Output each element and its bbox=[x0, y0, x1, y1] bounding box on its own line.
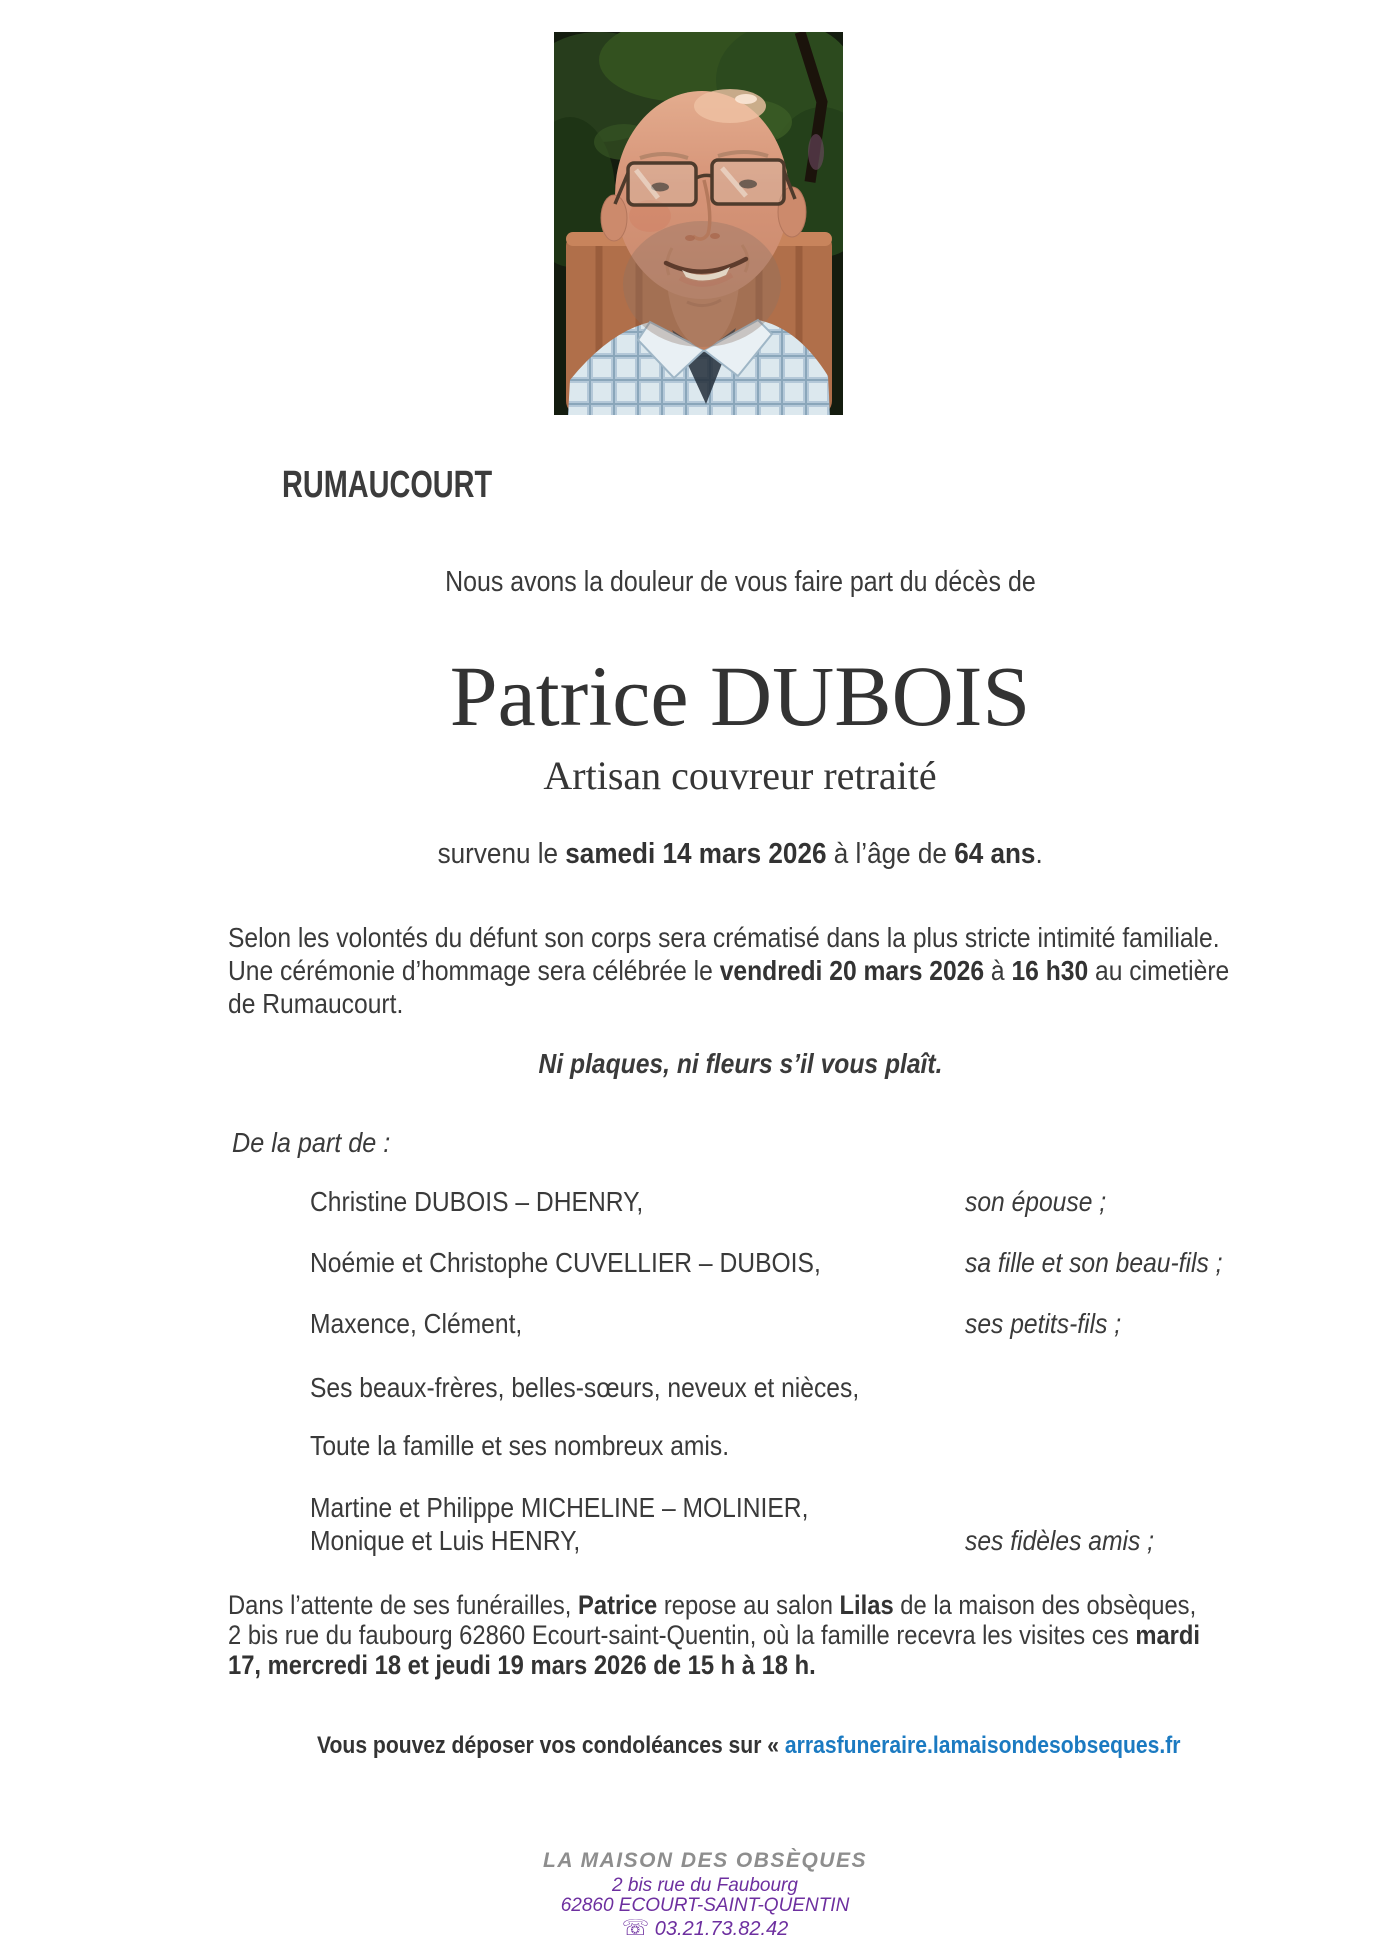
funeral-home-city: 62860 ECOURT-SAINT-QUENTIN bbox=[560, 1895, 850, 1916]
ceremony-line2-post: au cimetière bbox=[1088, 955, 1230, 986]
family-intro-label: De la part de : bbox=[232, 1127, 391, 1158]
family-member-name: Christine DUBOIS – DHENRY, bbox=[310, 1186, 644, 1217]
intro-text: Nous avons la douleur de vous faire part du décès de bbox=[444, 566, 1036, 598]
condolences-line bbox=[317, 1732, 1181, 1760]
visitation-paragraph bbox=[228, 1590, 1200, 1680]
phone-number: 03.21.73.82.42 bbox=[654, 1918, 789, 1940]
family-row bbox=[0, 1430, 1378, 1466]
visitation-line-3 bbox=[228, 1650, 1200, 1680]
death-end-text: . bbox=[1035, 838, 1043, 870]
family-relation: ses petits-fils ; bbox=[965, 1308, 1122, 1339]
death-pre-text: survenu le bbox=[437, 838, 566, 870]
family-relation: son épouse ; bbox=[965, 1186, 1107, 1217]
deceased-name: Patrice DUBOIS bbox=[449, 648, 1031, 744]
no-flowers-note bbox=[102, 1048, 1378, 1080]
funeral-home-address: 2 bis rue du Faubourg bbox=[612, 1875, 798, 1896]
funeral-home-name: LA MAISON DES OBSÈQUES bbox=[543, 1849, 867, 1872]
death-mid-text: à l’âge de bbox=[826, 838, 955, 870]
ceremony-line-2 bbox=[228, 954, 1229, 987]
condolences-label: Vous pouvez déposer vos condoléances sur « bbox=[317, 1732, 785, 1759]
portrait-photo bbox=[554, 32, 843, 415]
intro-line bbox=[102, 566, 1378, 599]
visitation-name-text: Patrice bbox=[578, 1590, 658, 1620]
ceremony-line2-mid: à bbox=[984, 955, 1012, 986]
family-row bbox=[0, 1525, 1378, 1561]
occupation-line: Artisan couvreur retraité bbox=[543, 753, 937, 798]
ceremony-line-1: Selon les volontés du défunt son corps sera crématisé dans la plus stricte intimité familiale. bbox=[228, 922, 1220, 953]
death-date-text: samedi 14 mars 2026 bbox=[565, 838, 827, 870]
ceremony-time-text: 16 h30 bbox=[1011, 955, 1089, 986]
ceremony-paragraph bbox=[228, 921, 1229, 1020]
family-row bbox=[0, 1308, 1378, 1344]
family-member-name: Noémie et Christophe CUVELLIER – DUBOIS, bbox=[310, 1247, 821, 1278]
family-member-name: Monique et Luis HENRY, bbox=[310, 1525, 581, 1556]
ceremony-line-3: de Rumaucourt. bbox=[228, 988, 404, 1019]
phone-icon: ☏ bbox=[621, 1915, 650, 1940]
commune-name: RUMAUCOURT bbox=[282, 464, 493, 506]
visitation-line2-pre: 2 bis rue du faubourg 62860 Ecourt-saint-Quentin, où la famille recevra les visites ces bbox=[228, 1620, 1136, 1650]
visitation-line3-bold: 17, mercredi 18 et jeudi 19 mars 2026 de 15 h à 18 h. bbox=[228, 1650, 816, 1680]
family-member-name: Toute la famille et ses nombreux amis. bbox=[310, 1430, 730, 1461]
family-row bbox=[0, 1492, 1378, 1528]
visitation-line1-mid: repose au salon bbox=[657, 1590, 840, 1620]
condolences-website-link[interactable]: arrasfuneraire.lamaisondesobseques.fr bbox=[784, 1732, 1181, 1759]
death-date-line bbox=[102, 838, 1378, 871]
death-age-text: 64 ans bbox=[954, 838, 1036, 870]
no-flowers-text: Ni plaques, ni fleurs s’il vous plaît. bbox=[538, 1048, 942, 1079]
visitation-line-1 bbox=[228, 1590, 1200, 1620]
visitation-line2-bold: mardi bbox=[1135, 1620, 1201, 1650]
funeral-home-footer bbox=[32, 1848, 1378, 1940]
family-row bbox=[0, 1372, 1378, 1408]
visitation-line1-post: de la maison des obsèques, bbox=[893, 1590, 1197, 1620]
visitation-salon-text: Lilas bbox=[839, 1590, 894, 1620]
family-row bbox=[0, 1247, 1378, 1283]
ceremony-date-text: vendredi 20 mars 2026 bbox=[719, 955, 985, 986]
family-relation: sa fille et son beau-fils ; bbox=[965, 1247, 1223, 1278]
ceremony-line2-pre: Une cérémonie d’hommage sera célébrée le bbox=[228, 955, 720, 986]
visitation-line1-pre: Dans l’attente de ses funérailles, bbox=[228, 1590, 579, 1620]
visitation-line-2 bbox=[228, 1620, 1200, 1650]
family-member-name: Martine et Philippe MICHELINE – MOLINIER, bbox=[310, 1492, 809, 1523]
family-member-name: Maxence, Clément, bbox=[310, 1308, 523, 1339]
family-row bbox=[0, 1186, 1378, 1222]
portrait-illustration bbox=[554, 32, 843, 415]
family-relation: ses fidèles amis ; bbox=[965, 1525, 1154, 1556]
family-member-name: Ses beaux-frères, belles-sœurs, neveux et nièces, bbox=[310, 1372, 860, 1403]
funeral-home-phone-line bbox=[32, 1917, 1378, 1940]
